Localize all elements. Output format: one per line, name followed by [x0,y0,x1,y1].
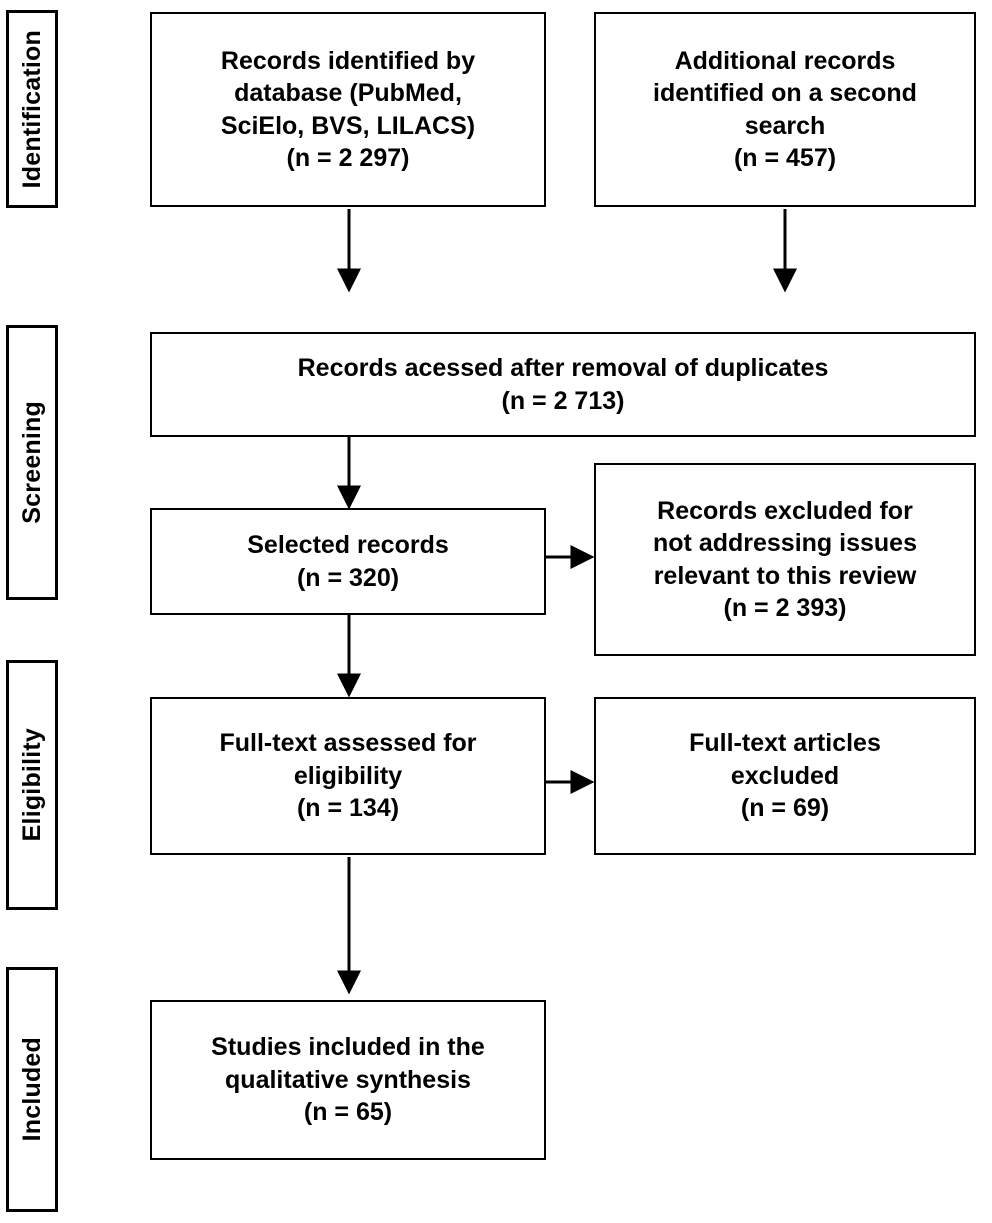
stage-label-screening-text: Screening [17,401,46,524]
stage-label-identification [6,10,58,208]
node-line: eligibility [293,761,403,790]
stage-label-identification-text: Identification [17,29,46,189]
node-line: Additional records [674,46,896,75]
node-line: Records acessed after removal of duplicates [297,354,829,382]
node-records-excluded [594,463,976,656]
node-line: (n = 134) [296,794,400,823]
node-full-text-assessed [150,697,546,855]
node-line: (n = 69) [740,794,830,823]
stage-label-included-text: Included [17,1037,46,1142]
node-line: Full-text articles [689,729,881,758]
node-records-after-duplicates [150,332,976,437]
node-line: Studies included in the [211,1033,485,1062]
node-line: search [744,111,826,140]
node-line: qualitative synthesis [225,1065,471,1094]
node-selected-records [150,508,546,615]
node-line: (n = 65) [303,1098,393,1127]
node-line: (n = 2 297) [286,144,410,172]
node-line: Full-text assessed for [219,729,477,758]
node-line: Selected records [247,531,449,559]
node-full-text-excluded [594,697,976,855]
node-line: identified on a second [653,79,917,107]
stage-label-eligibility-text: Eligibility [17,728,46,842]
node-line: (n = 2 713) [501,386,625,415]
node-line: (n = 457) [733,144,837,172]
node-additional-records [594,12,976,207]
node-line: Records excluded for [657,496,913,525]
node-line: Records identified by [220,46,476,75]
node-studies-included [150,1000,546,1160]
node-line: (n = 2 393) [723,594,847,622]
node-line: not addressing issues [653,529,917,557]
node-records-identified [150,12,546,207]
node-line: relevant to this review [653,561,917,590]
stage-label-included [6,967,58,1212]
node-line: database (PubMed, [234,79,462,107]
node-line: excluded [730,761,840,790]
stage-label-screening [6,325,58,600]
node-line: SciElo, BVS, LILACS) [220,111,476,140]
node-line: (n = 320) [296,563,400,592]
stage-label-eligibility [6,660,58,910]
